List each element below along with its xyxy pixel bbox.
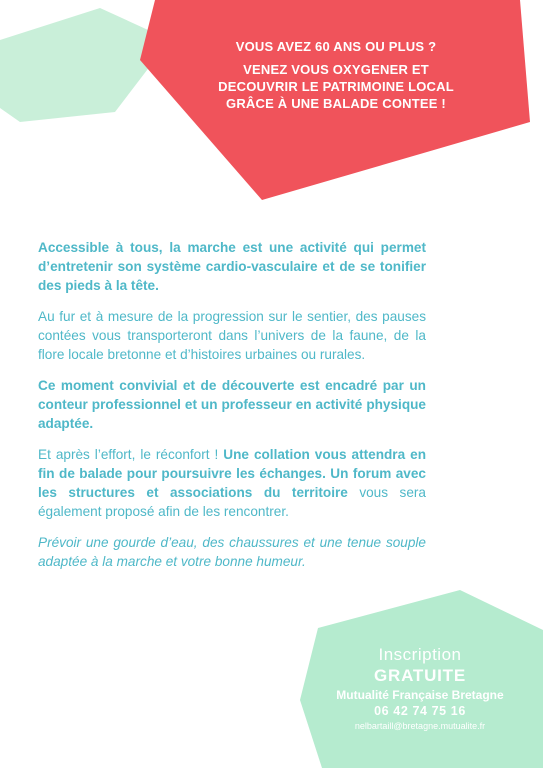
inscription-block (305, 645, 535, 733)
paragraph-reconfort (38, 445, 426, 521)
reconfort-intro: Et après l’effort, le réconfort ! (38, 447, 224, 462)
header-banner-text (168, 38, 504, 112)
paragraph-convivial: Ce moment convivial et de découverte est encadré par un conteur professionnel et un professeur en activité physique adaptée. (38, 378, 426, 431)
paragraph-progression: Au fur et à mesure de la progression sur le sentier, des pauses contées vous transporteront dans l’univers de la faune, de la flore locale bretonne et d’histoires urbaines ou rurales. (38, 309, 426, 362)
contact-phone: 06 42 74 75 16 (374, 704, 466, 718)
organization-name: Mutualité Française Bretagne (336, 688, 504, 702)
header-question: VOUS AVEZ 60 ANS OU PLUS ? (235, 39, 437, 54)
collation-forum-text: Une collation vous attendra en fin de balade pour poursuivre les échanges. Un forum avec les structures et associations du territoire (38, 447, 426, 500)
body-content (38, 238, 426, 583)
reconfort-outro: vous sera également proposé afin de les rencontrer. (38, 485, 426, 519)
header-line-2: DECOUVRIR LE PATRIMOINE LOCAL (218, 79, 454, 94)
paragraph-prevoir: Prévoir une gourde d’eau, des chaussures et une tenue souple adaptée à la marche et votre bonne humeur. (38, 535, 426, 569)
header-line-3: GRÂCE À UNE BALADE CONTEE ! (226, 96, 446, 111)
inscription-free-label: GRATUITE (373, 666, 467, 685)
contact-email: nelbartaill@bretagne.mutualite.fr (354, 721, 486, 731)
header-line-1: VENEZ VOUS OXYGENER ET (243, 62, 429, 77)
paragraph-accessible: Accessible à tous, la marche est une activité qui permet d’entretenir son système cardio-vasculaire et de se tonifier des pieds à la tête. (38, 240, 426, 293)
inscription-title: Inscription (378, 645, 462, 664)
